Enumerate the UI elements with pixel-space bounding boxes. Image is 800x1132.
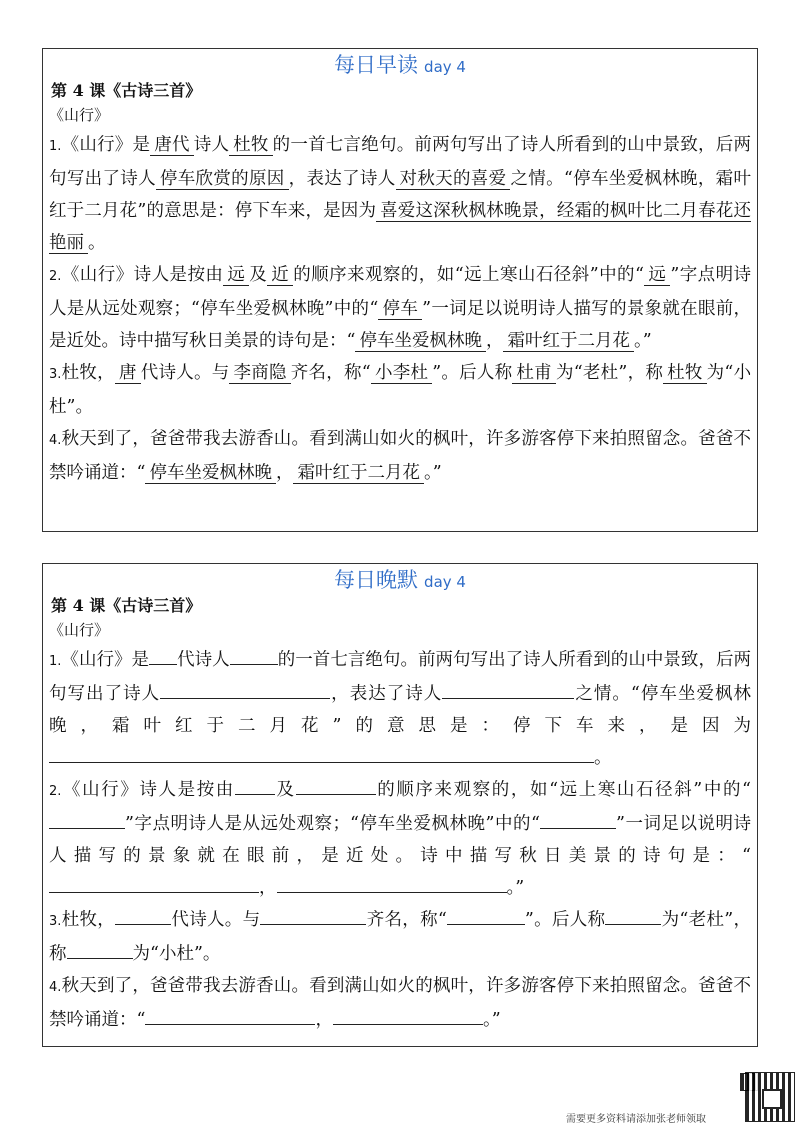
text: 。” xyxy=(482,1010,501,1030)
blank[interactable] xyxy=(540,808,616,829)
blank[interactable] xyxy=(235,774,275,795)
blank[interactable] xyxy=(230,644,278,665)
evening-question-2 xyxy=(49,774,751,904)
answer: 小李杜 xyxy=(371,363,433,384)
answer: 停车欣赏的原因 xyxy=(156,169,289,190)
question-number: 4. xyxy=(49,433,62,448)
text: 《山行》是 xyxy=(61,650,150,670)
evening-lesson: 第 4 课《古诗三首》 xyxy=(51,596,202,615)
text: ”一词足以说明诗人描写的景象就在眼前，是近处。诗中描写秋日美景的诗句是：“ xyxy=(49,299,751,351)
text: 。” xyxy=(506,878,525,898)
answer: 霜叶红于二月花 xyxy=(503,331,634,352)
blank[interactable] xyxy=(115,904,171,925)
question-number: 4. xyxy=(49,980,62,995)
text: 《山行》诗人是按由 xyxy=(61,780,235,800)
answer: 霜叶红于二月花 xyxy=(293,463,424,484)
text: 。” xyxy=(633,331,652,351)
text: ， xyxy=(485,331,504,351)
morning-question-3 xyxy=(49,357,751,423)
text: 的顺序来观察的，如“远上寒山石径斜”中的“ xyxy=(375,780,752,800)
morning-poem-title: 《山行》 xyxy=(49,106,110,124)
question-number: 1. xyxy=(49,654,62,669)
text: 《山行》诗人是按由 xyxy=(61,265,224,285)
blank[interactable] xyxy=(442,678,574,699)
answer: 杜甫 xyxy=(512,363,556,384)
qr-avatar xyxy=(762,1089,782,1109)
blank[interactable] xyxy=(160,678,330,699)
text: ，表达了诗人 xyxy=(330,684,443,704)
question-number: 3. xyxy=(49,367,62,382)
evening-question-1 xyxy=(49,644,751,774)
text: 。” xyxy=(423,463,442,483)
morning-body xyxy=(49,129,751,489)
text: 代诗人 xyxy=(177,650,230,670)
text: 为“老杜”，称 xyxy=(49,910,752,964)
text: ，表达了诗人 xyxy=(288,169,396,189)
evening-title-text: 每日晚默 xyxy=(334,568,419,592)
text: 杜牧， xyxy=(61,363,115,383)
qr-code-icon xyxy=(745,1072,795,1122)
answer: 李商隐 xyxy=(229,363,290,384)
text: ”一词足以说明诗人描写的景象就在眼前，是近处。诗中描写秋日美景的诗句是：“ xyxy=(49,814,751,866)
blank[interactable] xyxy=(605,904,661,925)
text: 的一首七言绝句。前两句写出了诗人所看到的山中景致，后两句写出了诗人 xyxy=(49,650,752,704)
text: 。 xyxy=(594,748,612,768)
evening-poem-title: 《山行》 xyxy=(49,621,110,639)
blank[interactable] xyxy=(49,742,594,763)
blank[interactable] xyxy=(67,938,133,959)
text: ， xyxy=(259,878,277,898)
text: 为“小杜”。 xyxy=(132,944,221,964)
morning-title xyxy=(43,51,757,81)
footer-note: 需要更多资料请添加张老师领取 xyxy=(566,1114,706,1125)
text: 为“小杜”。 xyxy=(49,363,752,417)
text: 及 xyxy=(274,780,296,800)
text: 及 xyxy=(249,265,268,285)
blank[interactable] xyxy=(296,774,376,795)
text: 齐名，称“ xyxy=(290,363,371,383)
answer: 唐代 xyxy=(150,135,193,156)
evening-title xyxy=(43,566,757,596)
morning-day: day 4 xyxy=(424,58,466,76)
text: ”。后人称 xyxy=(432,363,513,383)
text: ， xyxy=(275,463,294,483)
blank[interactable] xyxy=(49,872,259,893)
blank[interactable] xyxy=(333,1004,483,1025)
question-number: 2. xyxy=(49,269,62,284)
text: 《山行》是 xyxy=(61,135,151,155)
morning-title-text: 每日早读 xyxy=(334,53,419,77)
text: 秋天到了，爸爸带我去游香山。看到满山如火的枫叶，许多游客停下来拍照留念。爸爸不禁吟诵道：“ xyxy=(49,976,751,1030)
text: 之情。“停车坐爱枫林晚，霜叶红于二月花”的意思是：停下车来，是因为 xyxy=(49,169,752,221)
text: ”字点明诗人是从远处观察；“停车坐爱枫林晚”中的“ xyxy=(125,814,540,834)
text: ， xyxy=(315,1010,333,1030)
evening-day: day 4 xyxy=(424,573,466,591)
answer: 停车 xyxy=(378,299,422,320)
morning-question-2 xyxy=(49,259,751,357)
text: 齐名，称“ xyxy=(366,910,447,930)
blank[interactable] xyxy=(49,808,125,829)
text: 代诗人。与 xyxy=(140,363,230,383)
evening-question-4 xyxy=(49,970,751,1036)
text: ”。后人称 xyxy=(524,910,606,930)
answer: 杜牧 xyxy=(229,135,272,156)
morning-question-4 xyxy=(49,423,751,489)
answer: 停车坐爱枫林晚 xyxy=(355,331,486,352)
blank[interactable] xyxy=(447,904,525,925)
text: 为“老杜”，称 xyxy=(555,363,664,383)
answer: 唐 xyxy=(115,363,141,384)
text: 代诗人。与 xyxy=(171,910,261,930)
morning-question-1 xyxy=(49,129,751,259)
answer: 远 xyxy=(223,265,249,286)
text: 杜牧， xyxy=(61,910,116,930)
evening-question-3 xyxy=(49,904,751,970)
blank[interactable] xyxy=(149,644,177,665)
answer: 近 xyxy=(267,265,293,286)
morning-lesson: 第 4 课《古诗三首》 xyxy=(51,81,202,100)
text: 之情。“停车坐爱枫林晚，霜叶红于二月花”的意思是：停下车来，是因为 xyxy=(49,684,752,736)
answer: 停车坐爱枫林晚 xyxy=(145,463,276,484)
evening-dictation-card xyxy=(42,563,758,1047)
answer: 杜牧 xyxy=(663,363,707,384)
question-number: 2. xyxy=(49,784,62,799)
blank[interactable] xyxy=(277,872,507,893)
text: 诗人 xyxy=(193,135,230,155)
text: 的顺序来观察的，如“远上寒山石径斜”中的“ xyxy=(293,265,644,285)
blank[interactable] xyxy=(145,1004,315,1025)
answer: 对秋天的喜爱 xyxy=(396,169,511,190)
blank[interactable] xyxy=(260,904,366,925)
morning-reading-card xyxy=(42,48,758,532)
text: 秋天到了，爸爸带我去游香山。看到满山如火的枫叶，许多游客停下来拍照留念。爸爸不禁吟诵道：“ xyxy=(49,429,751,483)
answer: 远 xyxy=(644,265,670,286)
text: 。 xyxy=(88,233,106,253)
evening-body xyxy=(49,644,751,1036)
text: ”字点明诗人是从远处观察；“停车坐爱枫林晚”中的“ xyxy=(49,265,752,319)
answer: 喜爱这深秋枫林晚景，经霜的枫叶比二月春花还艳丽 xyxy=(49,201,751,253)
text: 的一首七言绝句。前两句写出了诗人所看到的山中景致，后两句写出了诗人 xyxy=(49,135,752,189)
question-number: 1. xyxy=(49,139,62,154)
question-number: 3. xyxy=(49,914,62,929)
